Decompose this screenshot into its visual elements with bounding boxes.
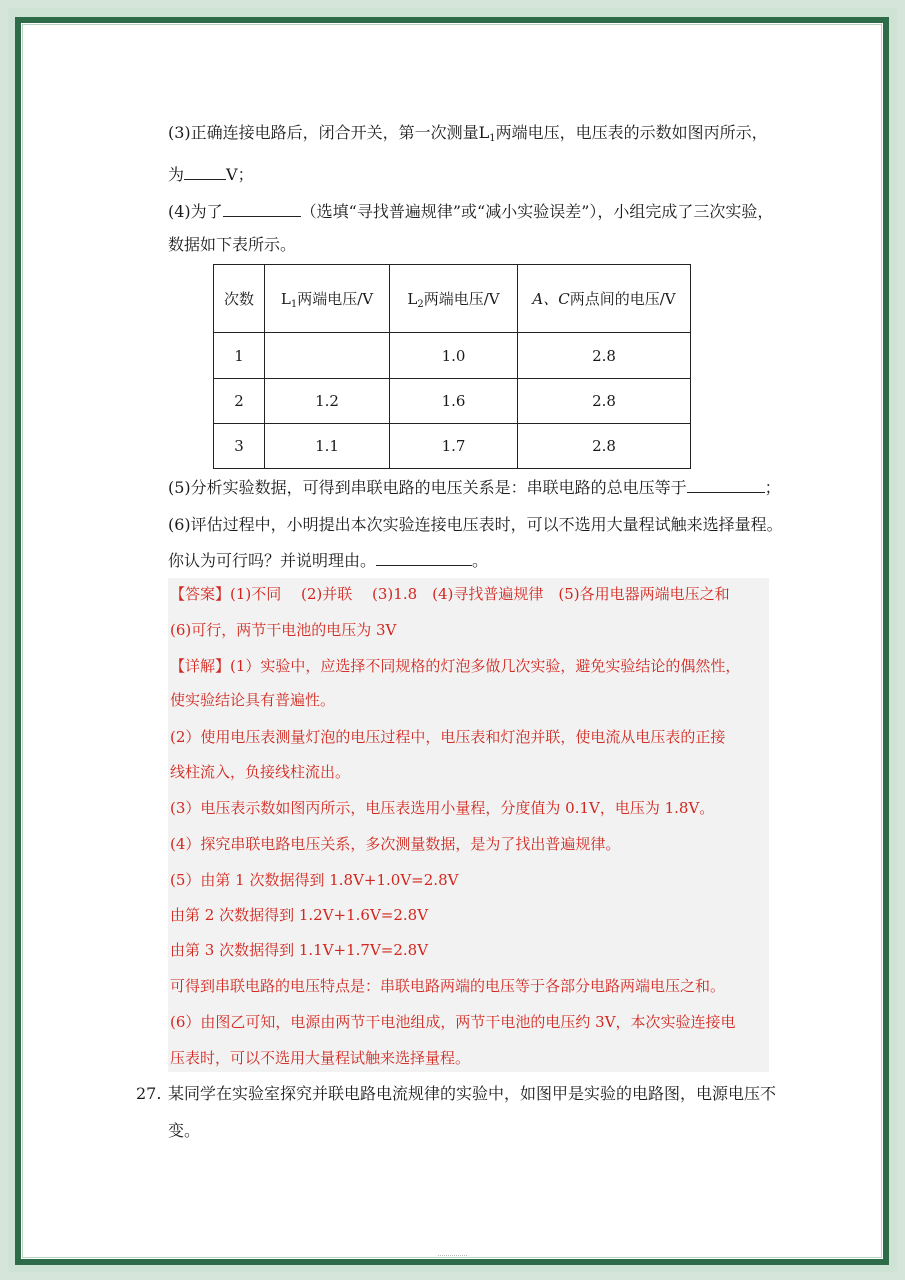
q6-line1: (6)评估过程中，小明提出本次实验连接电压表时，可以不选用大量程试触来选择量程。 — [168, 515, 783, 534]
q3-text-a: (3)正确连接电路后，闭合开关，第一次测量L — [168, 123, 490, 142]
q4-text-a: (4)为了 — [168, 202, 223, 221]
table-header-cell: $L_2$两端电压/V — [390, 265, 518, 333]
q4-answer-blank — [223, 202, 301, 217]
table-cell: 3 — [214, 424, 265, 469]
q3-line2-text-b: V； — [226, 165, 254, 184]
q5-line — [168, 477, 781, 499]
table-cell: 2.8 — [518, 424, 691, 469]
q3-line2 — [168, 164, 254, 186]
q5-text-a: (5)分析实验数据，可得到串联电路的电压关系是：串联电路的总电压等于 — [168, 478, 687, 497]
table-header-cell: A、C两点间的电压/V — [518, 265, 691, 333]
table-header-cell: 次数 — [214, 265, 265, 333]
table-cell: 1.6 — [390, 379, 518, 424]
q6-line2 — [168, 550, 488, 572]
q4-line1 — [168, 201, 773, 223]
explanation-line: 压表时，可以不选用大量程试触来选择量程。 — [170, 1049, 471, 1067]
q5-text-b: ； — [764, 478, 781, 497]
q3-line2-text-a: 为 — [168, 165, 185, 184]
answer-section — [168, 578, 769, 1072]
table-cell: 2.8 — [518, 379, 691, 424]
table-cell: 1.2 — [265, 379, 390, 424]
table-cell: 1.7 — [390, 424, 518, 469]
explanation-line: 【详解】(1）实验中，应选择不同规格的灯泡多做几次实验，避免实验结论的偶然性， — [170, 657, 741, 675]
data-table — [213, 264, 691, 469]
q6-text-a: 你认为可行吗？并说明理由。 — [168, 551, 377, 570]
explanation-line: 可得到串联电路的电压特点是：串联电路两端的电压等于各部分电路两端电压之和。 — [170, 977, 726, 995]
q4-text-b: （选填“寻找普遍规律”或“减小实验误差”），小组完成了三次实验， — [300, 202, 774, 221]
table-header-cell: $L_1$两端电压/V — [265, 265, 390, 333]
answer-line: (6)可行，两节干电池的电压为 3V — [170, 621, 397, 639]
explanation-line: 使实验结论具有普遍性。 — [170, 691, 336, 709]
explanation-line: (5）由第 1 次数据得到 1.8V+1.0V=2.8V — [170, 871, 459, 889]
table-row — [214, 379, 691, 424]
explanation-line: 线柱流入，负接线柱流出。 — [170, 763, 351, 781]
table-cell — [265, 333, 390, 379]
explanation-line: 由第 3 次数据得到 1.1V+1.7V=2.8V — [170, 941, 429, 959]
table-cell: 2 — [214, 379, 265, 424]
explanation-line: (3）电压表示数如图丙所示，电压表选用小量程，分度值为 0.1V，电压为 1.8V。 — [170, 799, 715, 817]
explanation-line: (4）探究串联电路电压关系，多次测量数据，是为了找出普遍规律。 — [170, 835, 621, 853]
q4-line2: 数据如下表所示。 — [168, 235, 297, 254]
table-cell: 1 — [214, 333, 265, 379]
q6-text-b: 。 — [472, 551, 489, 570]
q5-answer-blank — [687, 478, 765, 493]
table-row — [214, 333, 691, 379]
table-cell: 1.1 — [265, 424, 390, 469]
answer-line: 【答案】(1)不同 (2)并联 (3)1.8 (4)寻找普遍规律 (5)各用电器两端电压之和 — [170, 585, 730, 603]
table-cell: 1.0 — [390, 333, 518, 379]
q6-answer-blank — [376, 551, 472, 566]
table-header-row — [214, 265, 691, 333]
page-footer: …………… — [437, 1251, 468, 1257]
table-cell: 2.8 — [518, 333, 691, 379]
explanation-line: 由第 2 次数据得到 1.2V+1.6V=2.8V — [170, 906, 429, 924]
q27-number: 27. — [136, 1084, 162, 1103]
q27-line2: 变。 — [168, 1121, 201, 1140]
table-row — [214, 424, 691, 469]
explanation-line: (2）使用电压表测量灯泡的电压过程中，电压表和灯泡并联，使电流从电压表的正接 — [170, 728, 726, 746]
explanation-line: (6）由图乙可知，电源由两节干电池组成，两节干电池的电压约 3V，本次实验连接电 — [170, 1013, 736, 1031]
q27-line1: 某同学在实验室探究并联电路电流规律的实验中，如图甲是实验的电路图，电源电压不 — [168, 1084, 777, 1103]
q3-subscript: 1 — [489, 133, 496, 144]
q3-text-b: 两端电压，电压表的示数如图丙所示， — [495, 123, 768, 142]
q3-answer-blank — [184, 165, 226, 180]
q3-line1 — [168, 122, 768, 150]
